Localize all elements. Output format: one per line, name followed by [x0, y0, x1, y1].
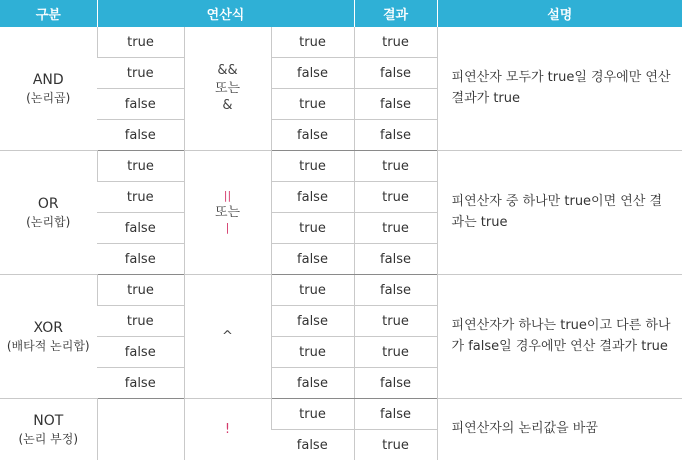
operand-left: false: [97, 244, 184, 275]
category-xor: [0, 275, 97, 399]
category-and: [0, 27, 97, 151]
operand-right: false: [271, 306, 354, 337]
operand-left: true: [97, 275, 184, 306]
table-row: [0, 275, 682, 306]
operator-symbol: &&: [185, 62, 271, 80]
result-cell: true: [354, 337, 437, 368]
operand-left: true: [97, 58, 184, 89]
operand-right: true: [271, 151, 354, 182]
operator-or-word: 또는: [185, 80, 271, 98]
category-or: [0, 151, 97, 275]
operand-right: true: [271, 275, 354, 306]
table-row: [0, 27, 682, 58]
result-cell: true: [354, 27, 437, 58]
operand-right: false: [271, 368, 354, 399]
operand-right: false: [271, 120, 354, 151]
operator-xor: [184, 275, 271, 399]
header-category: 구분: [0, 0, 97, 27]
result-cell: true: [354, 430, 437, 460]
result-cell: false: [354, 368, 437, 399]
category-name: XOR: [0, 319, 97, 338]
description-or: 피연산자 중 하나만 true이면 연산 결과는 true: [437, 151, 682, 275]
header-result: 결과: [354, 0, 437, 27]
table-row: [0, 151, 682, 182]
result-cell: true: [354, 213, 437, 244]
operand-right: false: [271, 182, 354, 213]
result-cell: false: [354, 275, 437, 306]
category-name: NOT: [0, 412, 97, 431]
description-not: 피연산자의 논리값을 바꿈: [437, 399, 682, 460]
header-description: 설명: [437, 0, 682, 27]
operator-or-word: 또는: [185, 204, 271, 222]
operand-left: false: [97, 120, 184, 151]
operator-symbol: &: [185, 97, 271, 115]
operator-or: [184, 151, 271, 275]
operator-not: [184, 399, 271, 460]
operand-left: false: [97, 213, 184, 244]
result-cell: true: [354, 306, 437, 337]
operator-symbol: ^: [185, 328, 271, 346]
category-subname: (논리 부정): [0, 431, 97, 447]
category-subname: (배타적 논리합): [0, 338, 97, 354]
category-subname: (논리곱): [0, 90, 97, 106]
category-name: AND: [0, 71, 97, 90]
operand-left: true: [97, 151, 184, 182]
operand-right: false: [271, 58, 354, 89]
operand-left: true: [97, 27, 184, 58]
operand-left: true: [97, 182, 184, 213]
result-cell: false: [354, 399, 437, 430]
result-cell: true: [354, 151, 437, 182]
operand-right: true: [271, 337, 354, 368]
header-expression: 연산식: [97, 0, 354, 27]
category-name: OR: [0, 195, 97, 214]
operand-right: false: [271, 244, 354, 275]
header-row: [0, 0, 682, 27]
operand-left: false: [97, 89, 184, 120]
operator-symbol: |: [185, 221, 271, 236]
operator-symbol: !: [185, 421, 271, 439]
operator-symbol: ||: [185, 189, 271, 204]
result-cell: true: [354, 182, 437, 213]
operand-left: false: [97, 337, 184, 368]
result-cell: false: [354, 120, 437, 151]
operand-right: true: [271, 213, 354, 244]
description-and: 피연산자 모두가 true일 경우에만 연산 결과가 true: [437, 27, 682, 151]
operator-and: [184, 27, 271, 151]
operand-left-empty: [97, 399, 184, 460]
result-cell: false: [354, 244, 437, 275]
category-subname: (논리합): [0, 214, 97, 230]
result-cell: false: [354, 89, 437, 120]
operand-right: true: [271, 89, 354, 120]
result-cell: false: [354, 58, 437, 89]
table-row: [0, 399, 682, 430]
operand-left: true: [97, 306, 184, 337]
operand-left: false: [97, 368, 184, 399]
category-not: [0, 399, 97, 460]
operand-right: true: [271, 27, 354, 58]
description-xor: 피연산자가 하나는 true이고 다른 하나가 false일 경우에만 연산 결과가 true: [437, 275, 682, 399]
operand-right: true: [271, 399, 354, 430]
operand-right: false: [271, 430, 354, 460]
